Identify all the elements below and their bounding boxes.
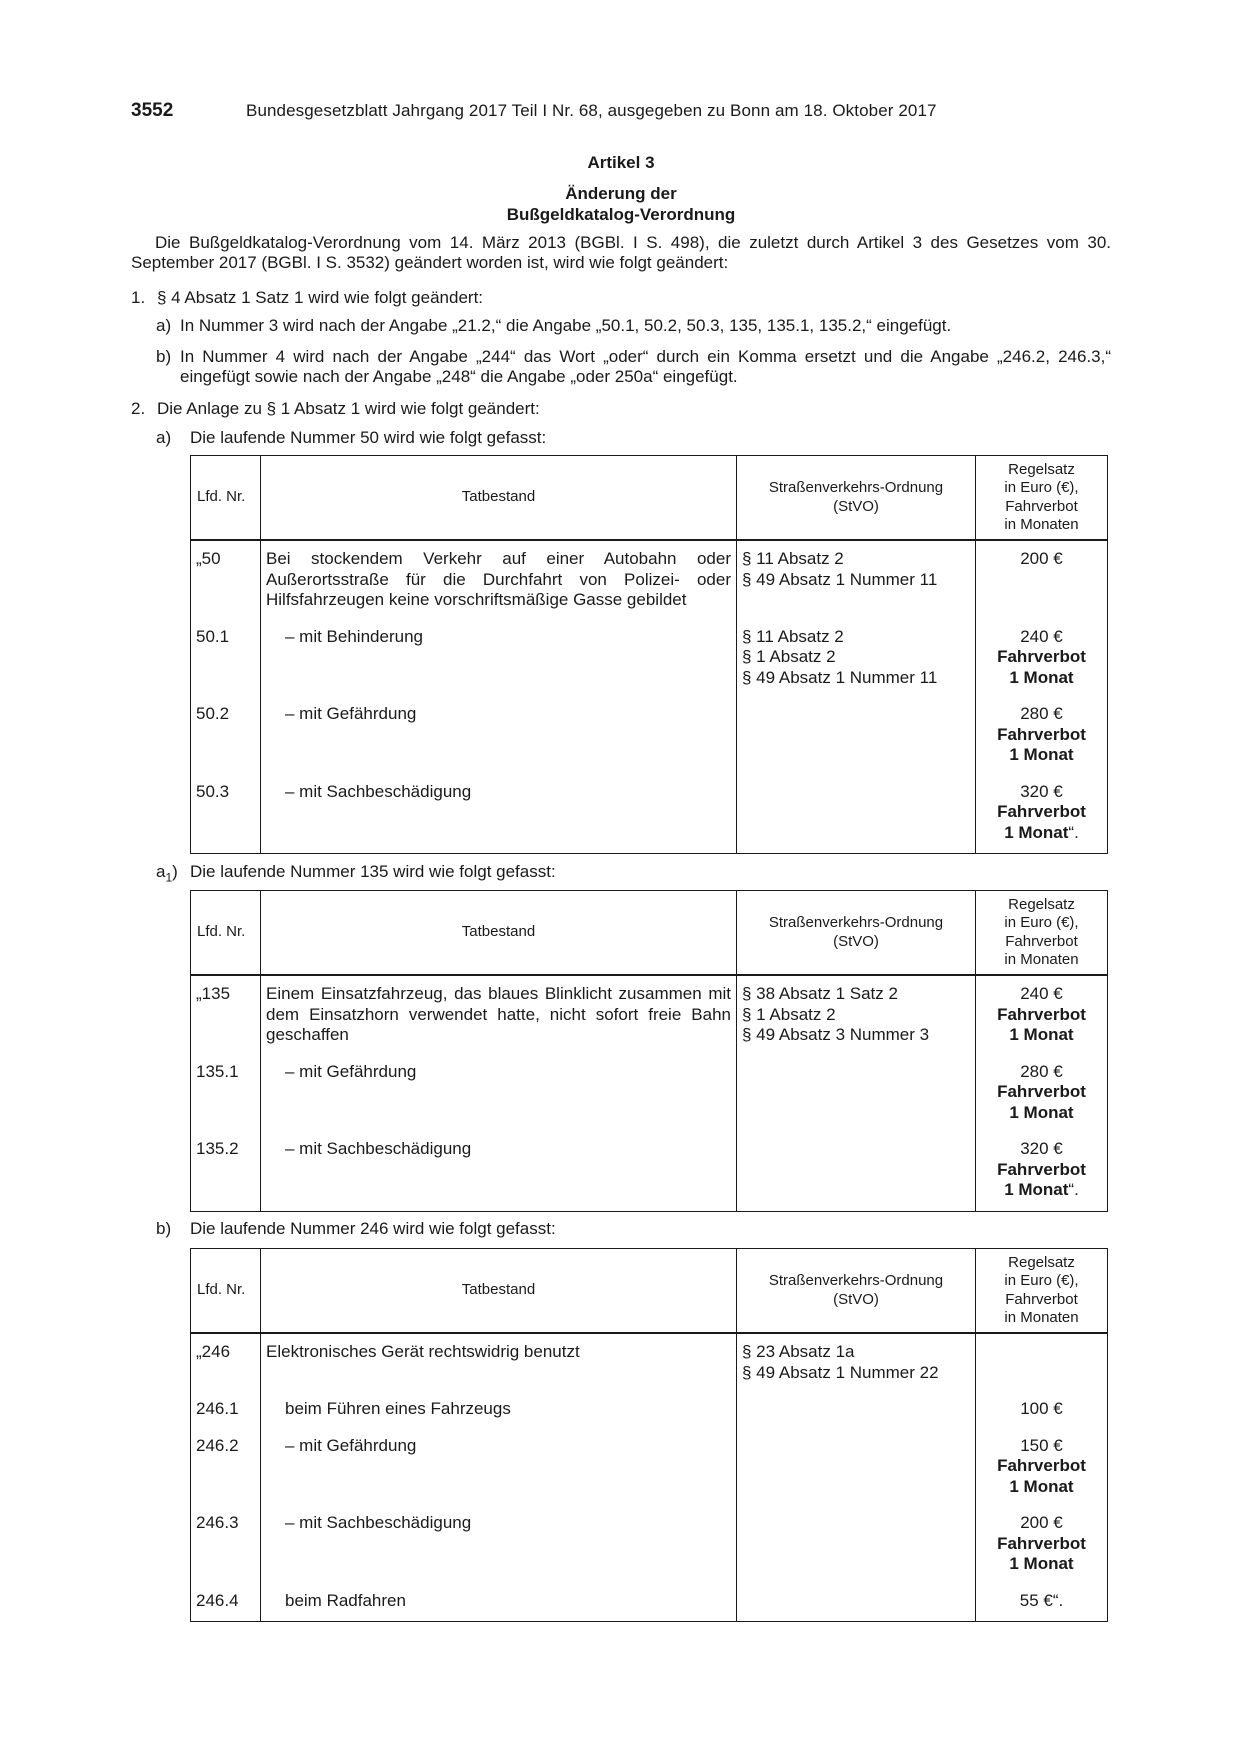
table-row xyxy=(191,1059,1108,1137)
table-row xyxy=(191,701,1108,779)
cell-stvo xyxy=(737,779,976,854)
item-marker: $a_1$) xyxy=(156,862,178,885)
intro-paragraph xyxy=(131,233,1111,273)
item-marker: b) xyxy=(156,347,172,366)
col-header-tatbestand: Tatbestand xyxy=(261,456,737,541)
cell-tatbestand: – mit Behinderung xyxy=(261,624,737,702)
cell-stvo xyxy=(737,701,976,779)
page-header xyxy=(131,100,1111,126)
cell-nr: 246.4 xyxy=(191,1588,261,1622)
cell-regelsatz xyxy=(976,1333,1108,1396)
cell-nr: 135.2 xyxy=(191,1136,261,1211)
cell-tatbestand: – mit Gefährdung xyxy=(261,701,737,779)
cell-stvo xyxy=(737,1588,976,1622)
table-row xyxy=(191,624,1108,702)
cell-nr: 50.2 xyxy=(191,701,261,779)
cell-regelsatz: 100 € xyxy=(976,1396,1108,1433)
cell-stvo: § 11 Absatz 2 § 1 Absatz 2 § 49 Absatz 1 Nummer 11 xyxy=(737,624,976,702)
col-header-tatbestand: Tatbestand xyxy=(261,891,737,976)
item-marker: b) xyxy=(156,1219,172,1238)
item-marker: a) xyxy=(156,428,172,447)
cell-regelsatz: 240 € Fahrverbot 1 Monat xyxy=(976,624,1108,702)
cell-tatbestand: – mit Gefährdung xyxy=(261,1059,737,1137)
cell-nr: 246.3 xyxy=(191,1510,261,1588)
cell-stvo xyxy=(737,1510,976,1588)
page-number: 3552 xyxy=(131,100,174,121)
cell-nr: 135.1 xyxy=(191,1059,261,1137)
table-nr-246 xyxy=(190,1248,1108,1622)
table-row xyxy=(191,1510,1108,1588)
col-header-regelsatz: Regelsatz in Euro (€), Fahrverbot in Monaten xyxy=(976,1249,1108,1334)
cell-stvo xyxy=(737,1433,976,1511)
col-header-lfd: Lfd. Nr. xyxy=(191,1249,261,1334)
cell-regelsatz: 55 €“. xyxy=(976,1588,1108,1622)
running-title: Bundesgesetzblatt Jahrgang 2017 Teil I Nr. 68, ausgegeben zu Bonn am 18. Oktober 2017 xyxy=(246,101,937,120)
table-nr-50 xyxy=(190,455,1108,854)
cell-stvo xyxy=(737,1136,976,1211)
cell-regelsatz: 320 € Fahrverbot 1 Monat“. xyxy=(976,779,1108,854)
table-row xyxy=(191,975,1108,1059)
col-header-stvo: Straßenverkehrs-Ordnung (StVO) xyxy=(737,891,976,976)
col-header-tatbestand: Tatbestand xyxy=(261,1249,737,1334)
table-nr-135 xyxy=(190,890,1108,1212)
cell-nr: 50.3 xyxy=(191,779,261,854)
col-header-regelsatz: Regelsatz in Euro (€), Fahrverbot in Monaten xyxy=(976,891,1108,976)
table-row xyxy=(191,1588,1108,1622)
cell-regelsatz: 240 € Fahrverbot 1 Monat xyxy=(976,975,1108,1059)
col-header-stvo: Straßenverkehrs-Ordnung (StVO) xyxy=(737,456,976,541)
cell-nr: 50.1 xyxy=(191,624,261,702)
intro-text: Die Bußgeldkatalog-Verordnung vom 14. März 2013 (BGBl. I S. 498), die zuletzt durch Artikel 3 des Gesetzes vom 30. September 2017 (BGBl. I S. 3532) geändert worden ist, wird wie folgt geändert: xyxy=(131,233,1111,272)
article-number: Artikel 3 xyxy=(587,153,655,172)
cell-regelsatz: 200 € Fahrverbot 1 Monat xyxy=(976,1510,1108,1588)
cell-tatbestand: – mit Sachbeschädigung xyxy=(261,1510,737,1588)
table-row xyxy=(191,1396,1108,1433)
cell-regelsatz: 200 € xyxy=(976,540,1108,624)
col-header-lfd: Lfd. Nr. xyxy=(191,456,261,541)
cell-stvo: § 23 Absatz 1a § 49 Absatz 1 Nummer 22 xyxy=(737,1333,976,1396)
article-title-line1: Änderung der xyxy=(565,184,677,203)
table-header-row xyxy=(191,1249,1108,1334)
cell-tatbestand: Elektronisches Gerät rechtswidrig benutzt xyxy=(261,1333,737,1396)
item-text: In Nummer 4 wird nach der Angabe „244“ das Wort „oder“ durch ein Komma ersetzt und die Angabe „246.2, 246.3,“ eingefügt sowie nach der Angabe „248“ die Angabe „oder 250a“ eingefügt. xyxy=(180,347,1111,386)
table-row xyxy=(191,779,1108,854)
table-header-row xyxy=(191,456,1108,541)
cell-tatbestand: beim Radfahren xyxy=(261,1588,737,1622)
cell-nr: „135 xyxy=(191,975,261,1059)
item-text: Die Anlage zu § 1 Absatz 1 wird wie folgt geändert: xyxy=(157,399,540,418)
cell-nr: 246.1 xyxy=(191,1396,261,1433)
table-row xyxy=(191,540,1108,624)
table-header-row xyxy=(191,891,1108,976)
cell-stvo: § 38 Absatz 1 Satz 2 § 1 Absatz 2 § 49 Absatz 3 Nummer 3 xyxy=(737,975,976,1059)
cell-tatbestand: – mit Sachbeschädigung xyxy=(261,779,737,854)
table-row xyxy=(191,1136,1108,1211)
item-marker: 2. xyxy=(131,399,146,418)
cell-tatbestand: – mit Sachbeschädigung xyxy=(261,1136,737,1211)
item-text: Die laufende Nummer 135 wird wie folgt gefasst: xyxy=(190,862,556,881)
cell-regelsatz: 320 € Fahrverbot 1 Monat“. xyxy=(976,1136,1108,1211)
cell-tatbestand: Einem Einsatzfahrzeug, das blaues Blinklicht zusammen mit dem Einsatzhorn verwendet hatte, nicht sofort freie Bahn geschaffen xyxy=(261,975,737,1059)
cell-nr: 246.2 xyxy=(191,1433,261,1511)
cell-stvo: § 11 Absatz 2 § 49 Absatz 1 Nummer 11 xyxy=(737,540,976,624)
cell-stvo xyxy=(737,1396,976,1433)
item-text: Die laufende Nummer 246 wird wie folgt gefasst: xyxy=(190,1219,556,1238)
cell-nr: „50 xyxy=(191,540,261,624)
cell-regelsatz: 280 € Fahrverbot 1 Monat xyxy=(976,1059,1108,1137)
item-text: In Nummer 3 wird nach der Angabe „21.2,“ die Angabe „50.1, 50.2, 50.3, 135, 135.1, 135.2,“ eingefügt. xyxy=(180,316,952,335)
item-marker: a) xyxy=(156,316,172,335)
cell-tatbestand: Bei stockendem Verkehr auf einer Autobahn oder Außerortsstraße für die Durchfahrt von Polizei- oder Hilfsfahrzeugen keine vorschriftsmäßige Gasse gebildet xyxy=(261,540,737,624)
cell-regelsatz: 150 € Fahrverbot 1 Monat xyxy=(976,1433,1108,1511)
col-header-stvo: Straßenverkehrs-Ordnung (StVO) xyxy=(737,1249,976,1334)
article-title-line2: Bußgeldkatalog-Verordnung xyxy=(506,205,736,224)
col-header-regelsatz: Regelsatz in Euro (€), Fahrverbot in Monaten xyxy=(976,456,1108,541)
col-header-lfd: Lfd. Nr. xyxy=(191,891,261,976)
cell-tatbestand: beim Führen eines Fahrzeugs xyxy=(261,1396,737,1433)
cell-tatbestand: – mit Gefährdung xyxy=(261,1433,737,1511)
table-row xyxy=(191,1333,1108,1396)
item-text: Die laufende Nummer 50 wird wie folgt gefasst: xyxy=(190,428,547,447)
cell-stvo xyxy=(737,1059,976,1137)
table-row xyxy=(191,1433,1108,1511)
cell-nr: „246 xyxy=(191,1333,261,1396)
item-text: § 4 Absatz 1 Satz 1 wird wie folgt geändert: xyxy=(157,288,484,307)
item-marker: 1. xyxy=(131,288,146,307)
cell-regelsatz: 280 € Fahrverbot 1 Monat xyxy=(976,701,1108,779)
